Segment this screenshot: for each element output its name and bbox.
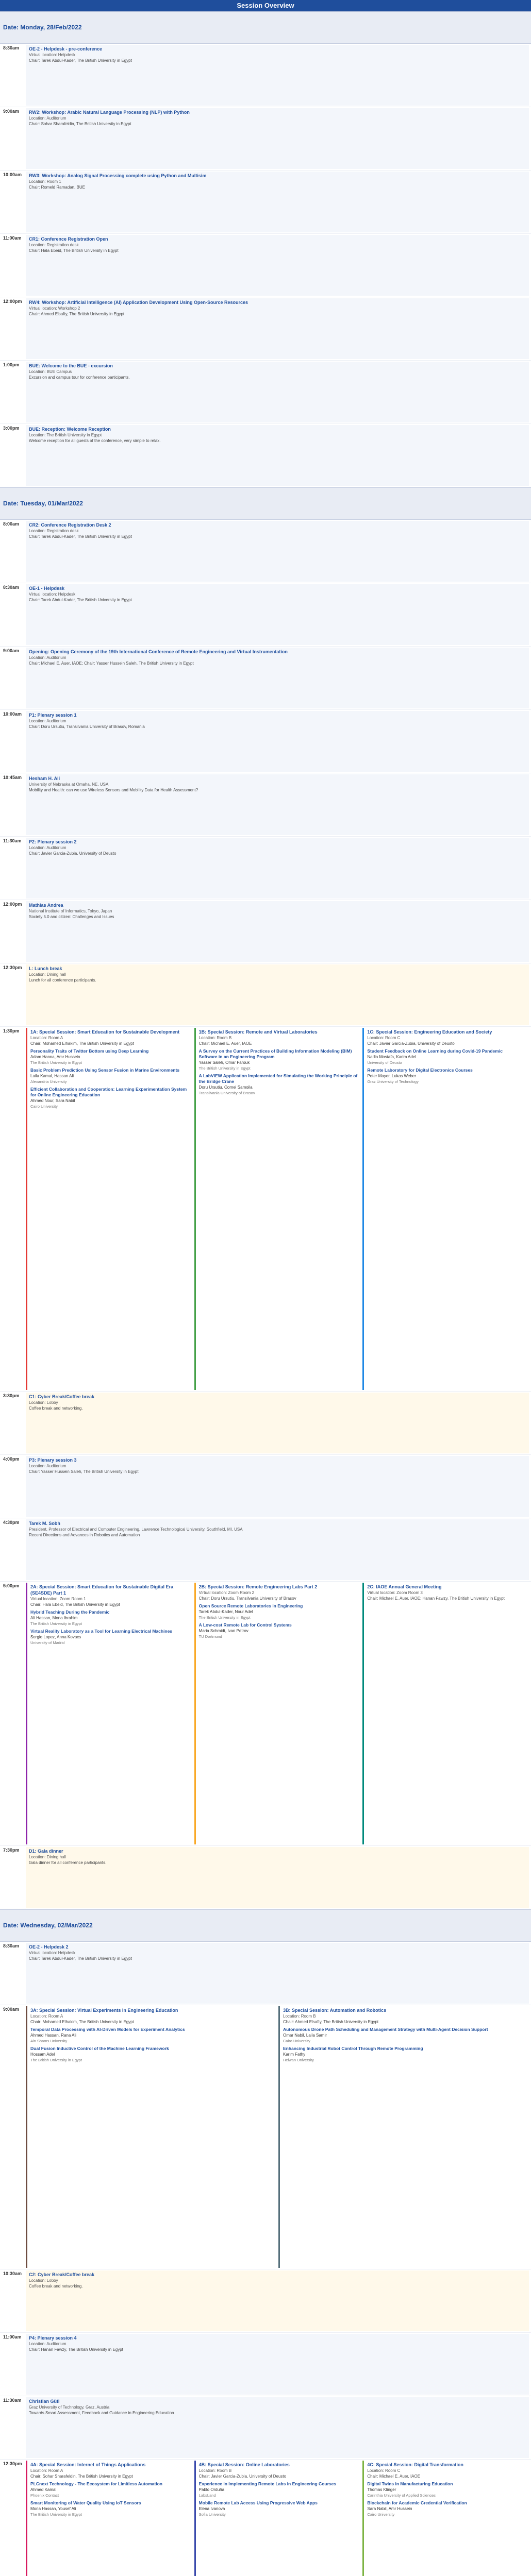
session-title[interactable]: 3B: Special Session: Automation and Robotics: [283, 2008, 387, 2013]
schedule-content: [0, 11, 531, 2576]
session-title[interactable]: Opening: Opening Ceremony of the 19th International Conference of Remote Engineering and Virtual Instrumentation: [29, 649, 288, 654]
session-block[interactable]: [26, 235, 529, 296]
session-title[interactable]: RW2: Workshop: Arabic Natural Language Processing (NLP) with Python: [29, 110, 190, 115]
paper-affiliation: The British University in Egypt: [30, 1060, 82, 1065]
session-block[interactable]: [26, 298, 529, 359]
schedule-row: [0, 1392, 531, 1455]
paper-title[interactable]: Dual Fusion Inductive Control of the Machine Learning Framework: [30, 2046, 169, 2051]
session-title[interactable]: L: Lunch break: [29, 966, 62, 971]
session-location: Location: Auditorium: [29, 116, 67, 121]
session-block[interactable]: [26, 774, 529, 835]
paper-authors: Tarek Abdul-Kader, Nour Adel: [198, 1609, 253, 1614]
session-title[interactable]: RW3: Workshop: Analog Signal Processing complete using Python and Multisim: [29, 173, 207, 178]
time-slot: 8:30am: [3, 1943, 20, 1948]
session-chair: Chair: Mohamed Elhakim, The British University in Egypt: [30, 1041, 134, 1046]
time-slot: 8:30am: [3, 585, 20, 590]
session-location: President, Professor of Electrical and Computer Engineering, Lawrence Technological University, Southfield, MI, USA: [29, 1527, 243, 1532]
session-chair: Excursion and campus tour for conference participants.: [29, 375, 130, 380]
session-location: Location: Room A: [30, 2014, 63, 2019]
paper-affiliation: Cairo University: [283, 2039, 310, 2043]
session-title[interactable]: 2A: Special Session: Smart Education for Sustainable Digital Era (SE4SDE) Part 1: [30, 1584, 174, 1596]
session-chair: Chair: Ahmed Elsafty, The British University in Egypt: [283, 2020, 379, 2024]
session-chair: Chair: Michael E. Auer, IAOE: [198, 1041, 252, 1046]
session-title[interactable]: OE-2 - Helpdesk 2: [29, 1944, 69, 1950]
session-chair: Chair: Javier Garcia-Zubia, University of Deusto: [29, 851, 117, 856]
paper-title[interactable]: A Low-cost Remote Lab for Control Systems: [198, 1622, 292, 1628]
session-chair: Chair: Yasser Hussein Saleh, The British University in Egypt: [29, 1469, 139, 1474]
time-slot: 11:30am: [3, 838, 22, 843]
time-slot: 11:30am: [3, 2398, 22, 2403]
paper-affiliation: The British University in Egypt: [198, 1615, 251, 1620]
session-chair: Chair: Tarek Abdul-Kader, The British University in Egypt: [29, 58, 132, 63]
paper-item: [199, 2500, 358, 2517]
paper-item: [30, 1087, 189, 1109]
paper-affiliation: Graz University of Technology: [367, 1079, 419, 1084]
paper-authors: Karim Fathy: [283, 2052, 306, 2057]
schedule-row: [0, 2269, 531, 2333]
schedule-row: [0, 1846, 531, 1909]
session-title[interactable]: CR1: Conference Registration Open: [29, 236, 108, 242]
session-title[interactable]: P2: Plenary session 2: [29, 839, 77, 844]
session-chair: Chair: Romeld Ramadan, BUE: [29, 185, 85, 190]
session-title[interactable]: Hesham H. Ali: [29, 776, 60, 781]
session-chair: Chair: Hala Ebeid, The British University in Egypt: [30, 1602, 120, 1607]
paper-affiliation: Cairo University: [30, 1104, 58, 1109]
paper-affiliation: University of Deusto: [367, 1060, 402, 1065]
session-location: Location: Auditorium: [29, 719, 67, 723]
paper-authors: Maria Schmidt, Ivan Petrov: [198, 1629, 248, 1633]
session-block[interactable]: [26, 521, 529, 582]
paper-affiliation: Helwan University: [283, 2058, 314, 2062]
time-slot: 5:00pm: [3, 1583, 20, 1588]
paper-title[interactable]: Blockchain for Academic Credential Verification: [367, 2500, 467, 2505]
schedule-row: [0, 361, 531, 424]
session-chair: Coffee break and networking.: [29, 2284, 83, 2289]
schedule-row: [0, 1518, 531, 1582]
session-block[interactable]: [26, 362, 529, 422]
session-location: Location: Lobby: [29, 2278, 58, 2283]
session-location: Location: Room B: [283, 2014, 316, 2019]
paper-title[interactable]: Basic Problem Prediction Using Sensor Fusion in Marine Environments: [30, 1067, 180, 1073]
session-title[interactable]: Mathias Andrea: [29, 903, 63, 908]
session-block[interactable]: [26, 2397, 529, 2458]
session-chair: Chair: Ahmed Elsafty, The British University in Egypt: [29, 312, 125, 316]
paper-title[interactable]: Temporal Data Processing with AI-Driven Models for Experiment Analytics: [30, 2027, 185, 2032]
session-location: Virtual location: Zoom Room 1: [30, 1597, 86, 1601]
session-chair: Chair: Tarek Abdul-Kader, The British University in Egypt: [29, 534, 132, 539]
paper-authors: Omar Nabil, Laila Samir: [283, 2033, 327, 2038]
session-chair: Chair: Michael E. Auer, IAOE; Chair: Yasser Hussein Saleh, The British University in Egypt: [29, 661, 194, 666]
paper-authors: Ahmed Nour, Sara Nabil: [30, 1098, 75, 1103]
session-location: Location: Lobby: [29, 1400, 58, 1405]
paper-title[interactable]: A LabVIEW Application Implemented for Simulating the Working Principle of the Bridge Crane: [198, 1073, 358, 1084]
session-block[interactable]: [26, 1393, 529, 1453]
session-block[interactable]: [362, 1583, 529, 1844]
session-title[interactable]: 4C: Special Session: Digital Transformation: [367, 2462, 463, 2467]
session-block[interactable]: [26, 2334, 529, 2395]
session-block[interactable]: [26, 901, 529, 962]
paper-item: [367, 1067, 526, 1084]
paper-title[interactable]: Enhancing Industrial Robot Control Through Remote Programming: [283, 2046, 423, 2051]
paper-title[interactable]: A Survey on the Current Practices of Building Information Modeling (BIM) Software in an Engineering Program: [198, 1048, 352, 1059]
session-location: Virtual location: Zoom Room 2: [198, 1590, 255, 1595]
session-title[interactable]: CR2: Conference Registration Desk 2: [29, 522, 111, 528]
session-location: Location: Room B: [198, 2468, 232, 2473]
paper-authors: Ahmed Hassan, Rana Ali: [30, 2033, 76, 2038]
session-title[interactable]: BUE: Reception: Welcome Reception: [29, 427, 111, 432]
time-slot: 7:30pm: [3, 1848, 20, 1853]
paper-item: [367, 2500, 526, 2517]
session-title[interactable]: OE-1 - Helpdesk: [29, 586, 65, 591]
session-location: Location: Auditorium: [29, 1464, 67, 1468]
paper-title[interactable]: Mobile Remote Lab Access Using Progressive Web Apps: [198, 2500, 318, 2505]
session-title[interactable]: C1: Cyber Break/Coffee break: [29, 1394, 95, 1399]
schedule-row: [0, 2396, 531, 2460]
paper-item: [30, 1609, 189, 1626]
session-location: Location: Room 1: [29, 179, 61, 184]
session-title[interactable]: 2C: IAOE Annual General Meeting: [367, 1584, 442, 1589]
paper-authors: Adam Hanna, Amr Hussein: [30, 1055, 80, 1059]
paper-item: [367, 2481, 526, 2498]
paper-affiliation: University of Madrid: [30, 1640, 65, 1645]
paper-authors: Laila Kamal, Hassan Ali: [30, 1074, 74, 1078]
schedule-row: [0, 2005, 531, 2269]
session-location: Location: Auditorium: [29, 2342, 67, 2346]
session-title[interactable]: 3A: Special Session: Virtual Experiments in Engineering Education: [30, 2008, 178, 2013]
session-location: Location: Room B: [198, 1036, 232, 1040]
paper-affiliation: Cairo University: [367, 2512, 395, 2517]
paper-title[interactable]: Digital Twins in Manufacturing Education: [367, 2481, 453, 2486]
paper-title[interactable]: PLCnext Technology - The Ecosystem for Limitless Automation: [30, 2481, 162, 2486]
session-location: Location: Room C: [367, 2468, 401, 2473]
session-chair: Society 5.0 and citizen: Challenges and Issues: [29, 914, 114, 919]
session-title[interactable]: 1C: Special Session: Engineering Education and Society: [367, 1029, 492, 1035]
schedule-row: [0, 647, 531, 710]
session-title[interactable]: Tarek M. Sobh: [29, 1521, 60, 1526]
paper-item: [30, 2481, 189, 2498]
session-location: Graz University of Technology, Graz, Austria: [29, 2405, 110, 2410]
paper-authors: Nadia Mostafa, Karim Adel: [367, 1055, 417, 1059]
paper-authors: Sergio Lopez, Anna Kovacs: [30, 1635, 81, 1639]
schedule-row: [0, 1455, 531, 1518]
session-block[interactable]: [26, 964, 529, 1025]
day-header: Date: Wednesday, 02/Mar/2022: [0, 1909, 531, 1942]
session-location: Location: Room A: [30, 2468, 63, 2473]
paper-item: [30, 2027, 273, 2044]
paper-affiliation: Ain Shams University: [30, 2039, 68, 2043]
paper-authors: Ali Hassan, Mona Ibrahim: [30, 1616, 78, 1620]
session-chair: Chair: Doru Ursutiu, Transilvania University of Brasov: [198, 1596, 296, 1601]
schedule-row: [0, 1027, 531, 1392]
page-title: Session Overview: [0, 0, 531, 11]
session-title[interactable]: Christian Gütl: [29, 2399, 60, 2404]
session-chair: Chair: Sohar Sharafeldin, The British University in Egypt: [30, 2474, 133, 2479]
session-block[interactable]: [26, 172, 529, 232]
time-slot: 3:30pm: [3, 1393, 20, 1398]
session-title[interactable]: D1: Gala dinner: [29, 1849, 63, 1854]
paper-affiliation: Sofia University: [198, 2512, 226, 2517]
paper-authors: Sara Nabil, Amr Hussein: [367, 2506, 412, 2511]
session-chair: Chair: Javier Garcia-Zubia, University of Deusto: [198, 2474, 287, 2479]
time-slot: 12:30pm: [3, 2461, 22, 2466]
paper-item: [199, 1073, 358, 1096]
time-slot: 9:00am: [3, 648, 20, 653]
session-title[interactable]: C2: Cyber Break/Coffee break: [29, 2272, 95, 2277]
session-block[interactable]: [194, 1583, 361, 1844]
paper-authors: Mona Hassan, Yousef Ali: [30, 2506, 76, 2511]
paper-affiliation: Transilvania University of Brasov: [198, 1091, 255, 1095]
session-chair: Chair: Hanan Fawzy, The British University in Egypt: [29, 2347, 123, 2352]
session-title[interactable]: P1: Plenary session 1: [29, 713, 77, 718]
schedule-row: [0, 234, 531, 297]
session-title[interactable]: P3: Plenary session 3: [29, 1458, 77, 1463]
time-slot: 4:30pm: [3, 1520, 20, 1525]
paper-item: [30, 2046, 273, 2063]
session-block[interactable]: [26, 2006, 276, 2268]
time-slot: 11:00am: [3, 2334, 22, 2340]
paper-item: [30, 2500, 189, 2517]
session-location: National Institute of Informatics, Tokyo, Japan: [29, 909, 112, 913]
session-chair: Chair: Tarek Abdul-Kader, The British University in Egypt: [29, 598, 132, 602]
schedule-row: [0, 171, 531, 234]
time-slot: 10:00am: [3, 172, 22, 177]
paper-item: [283, 2046, 526, 2063]
paper-affiliation: LabsLand: [198, 2493, 216, 2498]
session-block[interactable]: [26, 711, 529, 772]
session-location: Virtual location: Workshop 2: [29, 306, 80, 311]
paper-title[interactable]: Efficient Collaboration and Cooperation: Learning Experimentation System for Online Engineering Education: [30, 1087, 187, 1097]
session-location: Virtual location: Helpdesk: [29, 592, 76, 597]
paper-title[interactable]: Personality Traits of Twitter Bottom using Deep Learning: [30, 1048, 149, 1054]
time-slot: 8:30am: [3, 45, 20, 50]
paper-authors: Hossam Adel: [30, 2052, 55, 2057]
session-title[interactable]: 1A: Special Session: Smart Education for Sustainable Development: [30, 1029, 180, 1035]
session-title[interactable]: OE-2 - Helpdesk - pre-conference: [29, 46, 103, 52]
session-title[interactable]: 4B: Special Session: Online Laboratories: [198, 2462, 290, 2467]
paper-authors: Thomas Klinger: [367, 2487, 396, 2492]
session-block[interactable]: [26, 2270, 529, 2331]
session-block[interactable]: [362, 1028, 529, 1390]
time-slot: 11:00am: [3, 235, 22, 241]
paper-authors: Yasser Saleh, Omar Farouk: [198, 1060, 250, 1065]
session-block[interactable]: [26, 45, 529, 106]
schedule-row: [0, 710, 531, 773]
session-chair: Chair: Sohar Sharafeldin, The British University in Egypt: [29, 122, 131, 126]
session-block[interactable]: [26, 648, 529, 708]
schedule-row: [0, 583, 531, 647]
session-block[interactable]: [194, 1028, 361, 1390]
paper-title[interactable]: Virtual Reality Laboratory as a Tool for Learning Electrical Machines: [30, 1629, 173, 1634]
schedule-row: [0, 44, 531, 107]
schedule-row: [0, 1582, 531, 1846]
paper-affiliation: TU Dortmund: [198, 1634, 222, 1639]
paper-affiliation: Carinthia University of Applied Sciences: [367, 2493, 436, 2498]
paper-item: [30, 1629, 189, 1646]
paper-affiliation: The British University in Egypt: [30, 2512, 82, 2517]
paper-authors: Pablo Orduña: [198, 2487, 225, 2492]
schedule-row: [0, 900, 531, 963]
time-slot: 12:30pm: [3, 965, 22, 970]
paper-title[interactable]: Smart Monitoring of Water Quality Using IoT Sensors: [30, 2500, 141, 2505]
schedule-row: [0, 1942, 531, 2005]
paper-authors: Elena Ivanova: [198, 2506, 225, 2511]
session-block[interactable]: [26, 1456, 529, 1517]
paper-affiliation: The British University in Egypt: [198, 1066, 251, 1071]
session-block[interactable]: [26, 2461, 192, 2576]
schedule-row: [0, 837, 531, 900]
session-title[interactable]: 4A: Special Session: Internet of Things Applications: [30, 2462, 146, 2467]
time-slot: 10:30am: [3, 2271, 22, 2276]
session-location: Location: The British University in Egypt: [29, 433, 102, 437]
session-chair: Chair: Tarek Abdul-Kader, The British University in Egypt: [29, 1956, 132, 1961]
session-block[interactable]: [26, 1847, 529, 1908]
time-slot: 10:00am: [3, 711, 22, 717]
time-slot: 9:00am: [3, 109, 20, 114]
time-slot: 8:00am: [3, 521, 20, 527]
paper-item: [199, 1622, 358, 1639]
session-chair: Chair: Javier Garcia-Zubia, University of Deusto: [367, 1041, 455, 1046]
session-location: Location: Room C: [367, 1036, 401, 1040]
session-block[interactable]: [26, 425, 529, 486]
session-title[interactable]: 1B: Special Session: Remote and Virtual Laboratories: [198, 1029, 318, 1035]
session-location: Location: Registration desk: [29, 243, 79, 247]
schedule-row: [0, 107, 531, 171]
day-header: Date: Monday, 28/Feb/2022: [0, 11, 531, 44]
session-block[interactable]: [26, 108, 529, 169]
schedule-row: [0, 2333, 531, 2396]
session-location: Virtual location: Zoom Room 3: [367, 1590, 423, 1595]
session-title[interactable]: BUE: Welcome to the BUE - excursion: [29, 363, 113, 368]
session-chair: Chair: Michael E. Auer, IAOE: [367, 2474, 421, 2479]
schedule-row: [0, 963, 531, 1027]
session-title[interactable]: 2B: Special Session: Remote Engineering Labs Part 2: [198, 1584, 318, 1589]
paper-title[interactable]: Hybrid Teaching During the Pandemic: [30, 1609, 110, 1615]
session-location: Location: Dining hall: [29, 1855, 67, 1859]
session-chair: Chair: Michael E. Auer, IAOE; Hanan Fawzy, The British University in Egypt: [367, 1596, 505, 1601]
session-chair: Coffee break and networking.: [29, 1406, 83, 1411]
paper-affiliation: Phoenix Contact: [30, 2493, 59, 2498]
paper-affiliation: The British University in Egypt: [30, 2058, 82, 2062]
session-chair: Mobility and Health: can we use Wireless Sensors and Mobility Data for Health Assessment?: [29, 788, 198, 792]
session-block[interactable]: [26, 584, 529, 645]
session-block[interactable]: [26, 1028, 192, 1390]
session-location: Location: Auditorium: [29, 655, 67, 660]
session-block[interactable]: [194, 2461, 361, 2576]
paper-authors: Ahmed Kamal: [30, 2487, 57, 2492]
paper-item: [199, 1048, 358, 1071]
day-header: Date: Tuesday, 01/Mar/2022: [0, 487, 531, 520]
paper-title[interactable]: Autonomous Drone Path Scheduling and Management Strategy with Multi-Agent Decision Support: [283, 2027, 488, 2032]
paper-item: [30, 1067, 189, 1084]
paper-item: [30, 1048, 189, 1065]
paper-authors: Doru Ursutiu, Cornel Samoila: [198, 1085, 253, 1090]
paper-authors: Peter Mayer, Lukas Weber: [367, 1074, 416, 1078]
paper-affiliation: The British University in Egypt: [30, 1621, 82, 1626]
session-chair: Lunch for all conference participants.: [29, 978, 96, 982]
session-chair: Chair: Hala Ebeid, The British University in Egypt: [29, 248, 119, 253]
session-block[interactable]: [26, 1943, 529, 2004]
schedule-row: [0, 773, 531, 837]
session-chair: Towards Smart Assessment, Feedback and Guidance in Engineering Education: [29, 2411, 174, 2415]
time-slot: 1:00pm: [3, 362, 20, 367]
session-block[interactable]: [362, 2461, 529, 2576]
paper-item: [367, 1048, 526, 1065]
session-chair: Chair: Doru Ursutiu, Transilvania University of Brasov, Romania: [29, 724, 145, 729]
paper-title[interactable]: Open Source Remote Laboratories in Engineering: [198, 1603, 303, 1608]
session-block[interactable]: [278, 2006, 529, 2268]
time-slot: 4:00pm: [3, 1456, 20, 1462]
session-location: Virtual location: Helpdesk: [29, 53, 76, 57]
session-block[interactable]: [26, 1519, 529, 1580]
time-slot: 10:45am: [3, 775, 22, 780]
paper-item: [199, 2481, 358, 2498]
session-location: Location: Registration desk: [29, 529, 79, 533]
session-location: Virtual location: Helpdesk: [29, 1951, 76, 1955]
session-block[interactable]: [26, 1583, 192, 1844]
session-chair: Recent Directions and Advances in Robotics and Automation: [29, 1533, 140, 1537]
schedule-row: [0, 424, 531, 487]
session-location: Location: Room A: [30, 1036, 63, 1040]
time-slot: 12:00pm: [3, 902, 22, 907]
session-location: Location: Dining hall: [29, 972, 67, 977]
paper-title[interactable]: Remote Laboratory for Digital Electronics Courses: [367, 1067, 473, 1073]
session-location: Location: Auditorium: [29, 845, 67, 850]
paper-item: [283, 2027, 526, 2044]
paper-affiliation: Alexandria University: [30, 1079, 67, 1084]
paper-title[interactable]: Student Feedback on Online Learning during Covid-19 Pandemic: [367, 1048, 503, 1054]
session-location: Location: BUE Campus: [29, 369, 72, 374]
session-chair: Welcome reception for all guests of the conference, very simple to relax.: [29, 438, 161, 443]
schedule-row: [0, 297, 531, 361]
session-block[interactable]: [26, 838, 529, 899]
paper-title[interactable]: Experience in Implementing Remote Labs in Engineering Courses: [198, 2481, 337, 2486]
time-slot: 12:00pm: [3, 299, 22, 304]
schedule-row: [0, 2460, 531, 2576]
schedule-row: [0, 520, 531, 583]
time-slot: 1:30pm: [3, 1028, 20, 1033]
time-slot: 3:00pm: [3, 426, 20, 431]
time-slot: 9:00am: [3, 2007, 20, 2012]
session-title[interactable]: P4: Plenary session 4: [29, 2335, 77, 2341]
session-title[interactable]: RW4: Workshop: Artificial Intelligence (AI) Application Development Using Open-Source Resources: [29, 300, 248, 305]
session-chair: Gala dinner for all conference participants.: [29, 1860, 107, 1865]
paper-item: [199, 1603, 358, 1620]
session-location: University of Nebraska at Omaha, NE, USA: [29, 782, 109, 787]
session-chair: Chair: Mohamed Elhakim, The British University in Egypt: [30, 2020, 134, 2024]
